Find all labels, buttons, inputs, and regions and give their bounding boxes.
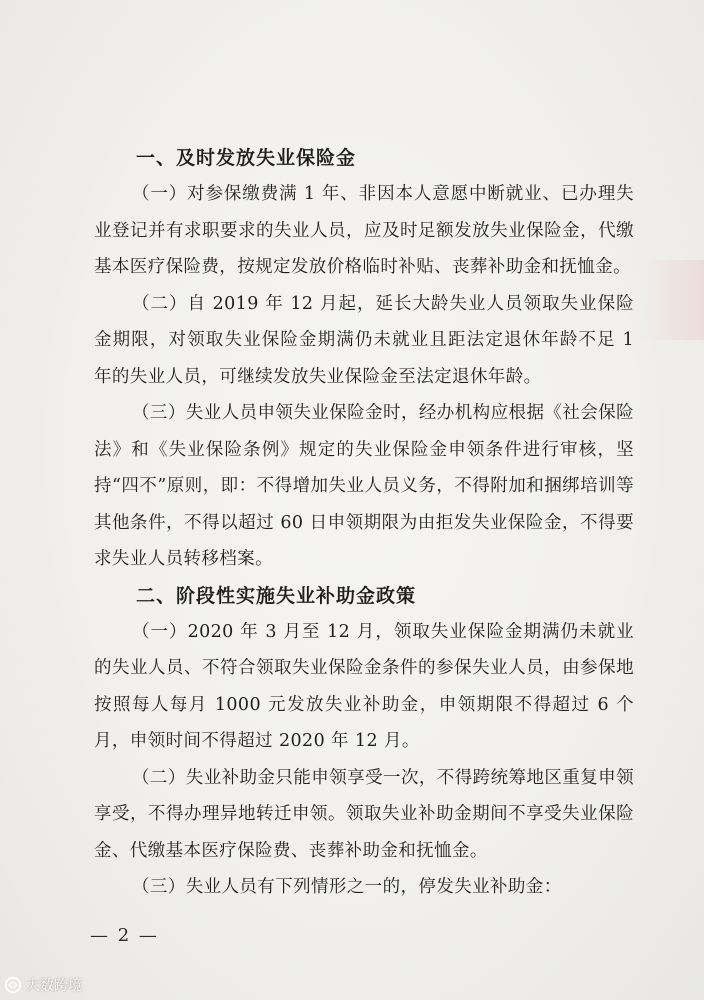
watermark-logo-icon: [4, 976, 22, 994]
section1-paragraph-1: （一）对参保缴费满 1 年、非因本人意愿中断就业、已办理失业登记并有求职要求的失业人员，应及时足额发放失业保险金，代缴基本医疗保险费，按规定发放价格临时补贴、丧葬补助金和抚恤金。: [94, 184, 634, 277]
bleed-through-mark: [640, 260, 704, 340]
section1-paragraph-3: （三）失业人员申领失业保险金时，经办机构应根据《社会保险法》和《失业保险条例》规定的失业保险金申领条件进行审核，坚持“四不”原则，即：不得增加失业人员义务，不得附加和捆绑培训等其他条件，不得以超过 60 日申领期限为由拒发失业保险金，不得要求失业人员转移档案。: [94, 403, 634, 569]
watermark-text: 大数跨境: [26, 978, 82, 994]
section2-paragraph-1: （一）2020 年 3 月至 12 月，领取失业保险金期满仍未就业的失业人员、不符合领取失业保险金条件的参保失业人员，由参保地按照每人每月 1000 元发放失业补助金，申领期限不得超过 6 个月，申领时间不得超过 2020 年 12 月。: [94, 621, 634, 751]
watermark: [4, 975, 82, 995]
section2-paragraph-3: （三）失业人员有下列情形之一的，停发失业补助金：: [132, 877, 562, 897]
section2-paragraph-2: （二）失业补助金只能申领享受一次，不得跨统筹地区重复申领享受，不得办理异地转迁申领。领取失业补助金期间不享受失业保险金、代缴基本医疗保险费、丧葬补助金和抚恤金。: [94, 767, 634, 861]
section1-paragraph-2: （二）自 2019 年 12 月起，延长大龄失业人员领取失业保险金期限，对领取失业保险金期满仍未就业且距法定退休年龄不足 1 年的失业人员，可继续发放失业保险金至法定退休年龄。: [94, 293, 634, 387]
document-body: [94, 140, 634, 906]
section1-heading: 一、及时发放失业保险金: [136, 147, 357, 169]
section2-heading: 二、阶段性实施失业补助金政策: [136, 584, 417, 607]
page-number: — 2 —: [90, 925, 159, 946]
